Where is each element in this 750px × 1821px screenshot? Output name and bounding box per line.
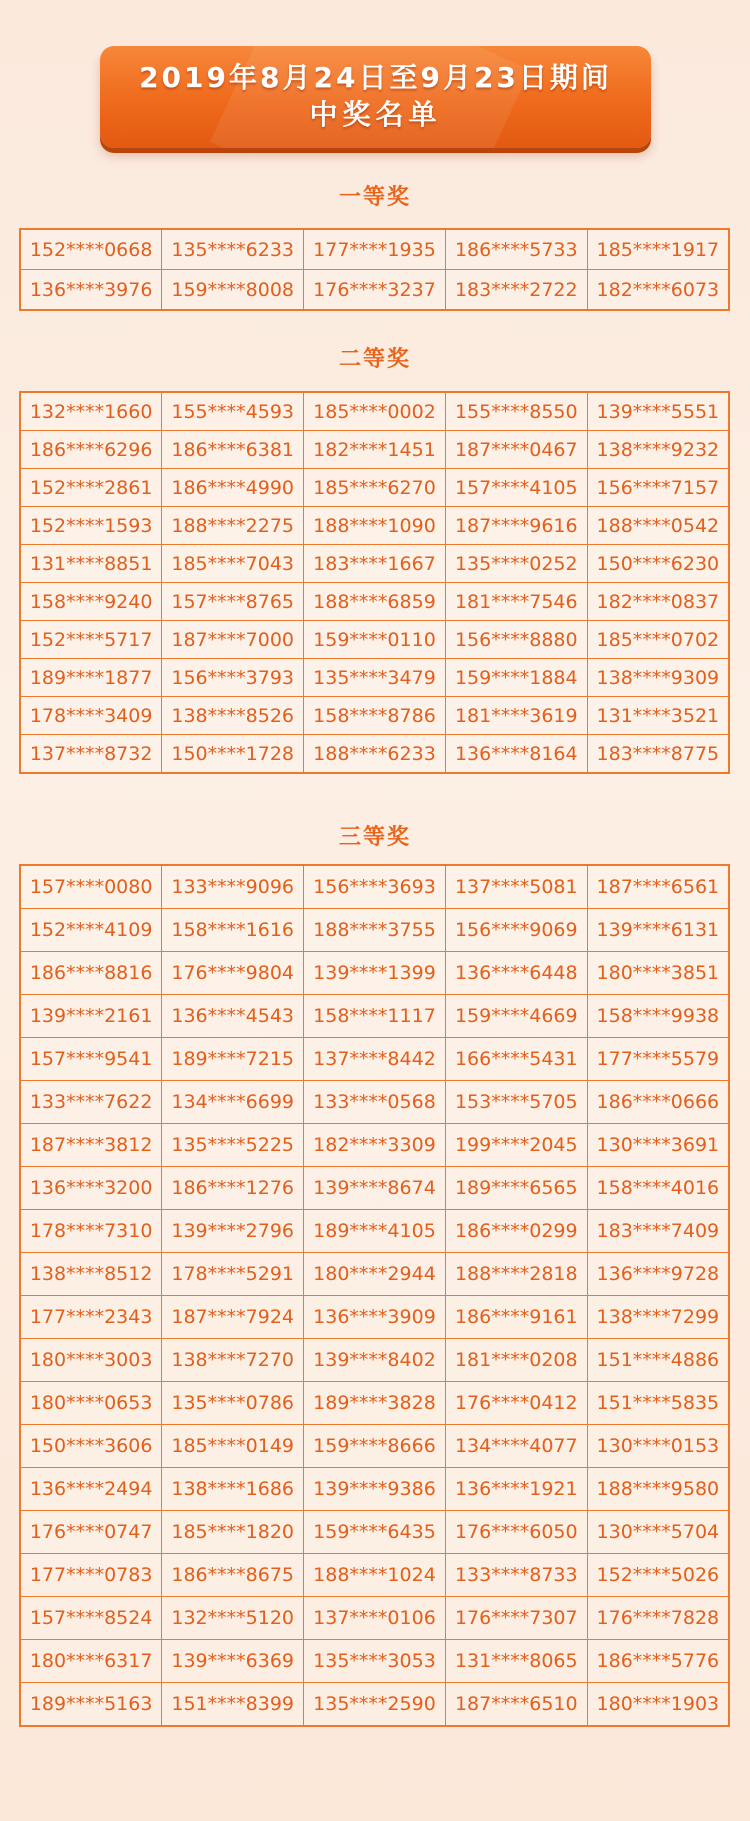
winner-phone-number: 151****8399 — [162, 1683, 304, 1727]
winner-phone-number: 151****4886 — [587, 1339, 729, 1382]
winner-phone-number: 135****2590 — [304, 1683, 446, 1727]
winner-phone-number: 188****1024 — [304, 1554, 446, 1597]
third-prize-title: 三等奖 — [338, 825, 411, 850]
winner-phone-number: 136****3976 — [20, 270, 162, 311]
winner-phone-number: 158****9938 — [587, 995, 729, 1038]
winner-phone-number: 132****5120 — [162, 1597, 304, 1640]
winner-phone-number: 131****8065 — [445, 1640, 587, 1683]
winner-phone-number: 136****3200 — [20, 1167, 162, 1210]
winner-phone-number: 136****8164 — [445, 735, 587, 774]
winner-phone-number: 183****2722 — [445, 270, 587, 311]
table-row — [20, 1339, 729, 1382]
winner-phone-number: 155****8550 — [445, 392, 587, 431]
winner-phone-number: 180****3003 — [20, 1339, 162, 1382]
table-row — [20, 1210, 729, 1253]
winner-phone-number: 185****1917 — [587, 229, 729, 270]
winner-phone-number: 136****3909 — [304, 1296, 446, 1339]
winner-phone-number: 187****6510 — [445, 1683, 587, 1727]
winner-phone-number: 152****5717 — [20, 621, 162, 659]
winner-phone-number: 139****8402 — [304, 1339, 446, 1382]
table-row — [20, 995, 729, 1038]
winner-phone-number: 138****9309 — [587, 659, 729, 697]
winner-phone-number: 189****5163 — [20, 1683, 162, 1727]
winner-phone-number: 137****5081 — [445, 865, 587, 909]
winner-phone-number: 176****3237 — [304, 270, 446, 311]
table-row — [20, 952, 729, 995]
winner-phone-number: 186****8675 — [162, 1554, 304, 1597]
table-row — [20, 659, 729, 697]
winner-phone-number: 188****1090 — [304, 507, 446, 545]
table-row — [20, 545, 729, 583]
winner-phone-number: 185****0002 — [304, 392, 446, 431]
winner-phone-number: 176****0747 — [20, 1511, 162, 1554]
winner-phone-number: 189****3828 — [304, 1382, 446, 1425]
winner-phone-number: 135****0786 — [162, 1382, 304, 1425]
table-row — [20, 507, 729, 545]
winner-phone-number: 139****9386 — [304, 1468, 446, 1511]
table-row — [20, 431, 729, 469]
winner-phone-number: 186****0299 — [445, 1210, 587, 1253]
winner-phone-number: 182****0837 — [587, 583, 729, 621]
winner-phone-number: 177****0783 — [20, 1554, 162, 1597]
winner-phone-number: 157****8765 — [162, 583, 304, 621]
winner-phone-number: 185****6270 — [304, 469, 446, 507]
winner-phone-number: 189****6565 — [445, 1167, 587, 1210]
winner-phone-number: 178****5291 — [162, 1253, 304, 1296]
winner-phone-number: 131****8851 — [20, 545, 162, 583]
table-row — [20, 1253, 729, 1296]
winner-phone-number: 137****8442 — [304, 1038, 446, 1081]
winner-phone-number: 159****6435 — [304, 1511, 446, 1554]
table-row — [20, 1382, 729, 1425]
table-row — [20, 1554, 729, 1597]
winner-phone-number: 188****0542 — [587, 507, 729, 545]
winner-phone-number: 159****0110 — [304, 621, 446, 659]
winner-phone-number: 181****0208 — [445, 1339, 587, 1382]
winner-phone-number: 183****1667 — [304, 545, 446, 583]
winner-phone-number: 180****6317 — [20, 1640, 162, 1683]
winner-phone-number: 188****9580 — [587, 1468, 729, 1511]
table-row — [20, 1296, 729, 1339]
winner-phone-number: 176****0412 — [445, 1382, 587, 1425]
winner-phone-number: 181****7546 — [445, 583, 587, 621]
winner-phone-number: 130****3691 — [587, 1124, 729, 1167]
winner-phone-number: 186****5776 — [587, 1640, 729, 1683]
winner-phone-number: 159****8008 — [162, 270, 304, 311]
banner-title-winners-list: 中奖名单 — [309, 98, 442, 131]
table-row — [20, 1683, 729, 1727]
winner-phone-number: 185****0149 — [162, 1425, 304, 1468]
winner-phone-number: 186****0666 — [587, 1081, 729, 1124]
winner-phone-number: 158****1616 — [162, 909, 304, 952]
winner-phone-number: 130****0153 — [587, 1425, 729, 1468]
winner-phone-number: 188****2818 — [445, 1253, 587, 1296]
winner-phone-number: 158****8786 — [304, 697, 446, 735]
winner-phone-number: 182****3309 — [304, 1124, 446, 1167]
winner-phone-number: 158****9240 — [20, 583, 162, 621]
winner-phone-number: 139****2796 — [162, 1210, 304, 1253]
winner-phone-number: 186****6381 — [162, 431, 304, 469]
winner-phone-number: 152****5026 — [587, 1554, 729, 1597]
winner-phone-number: 187****0467 — [445, 431, 587, 469]
winner-phone-number: 139****6131 — [587, 909, 729, 952]
winner-phone-number: 135****5225 — [162, 1124, 304, 1167]
winner-phone-number: 156****3793 — [162, 659, 304, 697]
winner-phone-number: 133****8733 — [445, 1554, 587, 1597]
second-prize-title: 二等奖 — [338, 347, 411, 372]
winner-phone-number: 177****1935 — [304, 229, 446, 270]
winner-phone-number: 176****9804 — [162, 952, 304, 995]
winner-phone-number: 151****5835 — [587, 1382, 729, 1425]
winner-phone-number: 136****9728 — [587, 1253, 729, 1296]
winner-phone-number: 131****3521 — [587, 697, 729, 735]
winner-phone-number: 139****2161 — [20, 995, 162, 1038]
winner-phone-number: 185****1820 — [162, 1511, 304, 1554]
winner-phone-number: 186****4990 — [162, 469, 304, 507]
winner-phone-number: 180****2944 — [304, 1253, 446, 1296]
winner-phone-number: 180****1903 — [587, 1683, 729, 1727]
winner-phone-number: 150****1728 — [162, 735, 304, 774]
winner-phone-number: 159****4669 — [445, 995, 587, 1038]
winner-phone-number: 180****3851 — [587, 952, 729, 995]
winner-phone-number: 133****0568 — [304, 1081, 446, 1124]
winner-phone-number: 156****9069 — [445, 909, 587, 952]
winner-phone-number: 137****8732 — [20, 735, 162, 774]
winner-phone-number: 183****7409 — [587, 1210, 729, 1253]
winner-phone-number: 187****9616 — [445, 507, 587, 545]
winner-phone-number: 135****3053 — [304, 1640, 446, 1683]
table-row — [20, 1167, 729, 1210]
table-row — [20, 270, 729, 311]
winner-phone-number: 186****5733 — [445, 229, 587, 270]
winner-phone-number: 156****8880 — [445, 621, 587, 659]
winner-phone-number: 180****0653 — [20, 1382, 162, 1425]
second-prize-table — [19, 391, 730, 774]
table-row — [20, 909, 729, 952]
winner-phone-number: 158****4016 — [587, 1167, 729, 1210]
winner-phone-number: 157****4105 — [445, 469, 587, 507]
winner-phone-number: 132****1660 — [20, 392, 162, 431]
winner-phone-number: 156****3693 — [304, 865, 446, 909]
winner-phone-number: 188****6859 — [304, 583, 446, 621]
table-row — [20, 1038, 729, 1081]
winner-phone-number: 155****4593 — [162, 392, 304, 431]
winner-phone-number: 139****8674 — [304, 1167, 446, 1210]
winner-phone-number: 183****8775 — [587, 735, 729, 774]
winner-phone-number: 152****4109 — [20, 909, 162, 952]
winner-phone-number: 136****1921 — [445, 1468, 587, 1511]
winner-phone-number: 130****5704 — [587, 1511, 729, 1554]
winner-phone-number: 177****2343 — [20, 1296, 162, 1339]
header-banner — [100, 46, 651, 148]
winner-phone-number: 166****5431 — [445, 1038, 587, 1081]
winner-phone-number: 139****1399 — [304, 952, 446, 995]
table-row — [20, 1081, 729, 1124]
winner-phone-number: 136****6448 — [445, 952, 587, 995]
winner-phone-number: 187****7924 — [162, 1296, 304, 1339]
table-row — [20, 1425, 729, 1468]
winner-phone-number: 136****4543 — [162, 995, 304, 1038]
winner-phone-number: 137****0106 — [304, 1597, 446, 1640]
winner-phone-number: 186****6296 — [20, 431, 162, 469]
winner-phone-number: 187****7000 — [162, 621, 304, 659]
winner-phone-number: 153****5705 — [445, 1081, 587, 1124]
winner-phone-number: 134****6699 — [162, 1081, 304, 1124]
third-prize-table — [19, 864, 730, 1727]
winner-phone-number: 133****9096 — [162, 865, 304, 909]
table-row — [20, 469, 729, 507]
winner-phone-number: 178****7310 — [20, 1210, 162, 1253]
table-row — [20, 1468, 729, 1511]
first-prize-title: 一等奖 — [338, 185, 411, 210]
winner-phone-number: 188****6233 — [304, 735, 446, 774]
winner-phone-number: 176****6050 — [445, 1511, 587, 1554]
table-row — [20, 1597, 729, 1640]
winner-phone-number: 186****1276 — [162, 1167, 304, 1210]
table-row — [20, 392, 729, 431]
winner-phone-number: 187****6561 — [587, 865, 729, 909]
winner-phone-number: 136****2494 — [20, 1468, 162, 1511]
winner-phone-number: 159****1884 — [445, 659, 587, 697]
winner-phone-number: 135****6233 — [162, 229, 304, 270]
winner-phone-number: 139****6369 — [162, 1640, 304, 1683]
winner-phone-number: 157****0080 — [20, 865, 162, 909]
table-row — [20, 697, 729, 735]
table-row — [20, 583, 729, 621]
winner-phone-number: 189****4105 — [304, 1210, 446, 1253]
table-row — [20, 229, 729, 270]
winner-phone-number: 152****1593 — [20, 507, 162, 545]
winner-phone-number: 135****3479 — [304, 659, 446, 697]
table-row — [20, 1640, 729, 1683]
winner-phone-number: 159****8666 — [304, 1425, 446, 1468]
winner-phone-number: 156****7157 — [587, 469, 729, 507]
winner-phone-number: 158****1117 — [304, 995, 446, 1038]
winner-phone-number: 188****3755 — [304, 909, 446, 952]
winner-phone-number: 176****7828 — [587, 1597, 729, 1640]
first-prize-table — [19, 228, 730, 311]
winner-phone-number: 138****8512 — [20, 1253, 162, 1296]
winner-phone-number: 182****1451 — [304, 431, 446, 469]
winner-phone-number: 177****5579 — [587, 1038, 729, 1081]
winner-phone-number: 152****2861 — [20, 469, 162, 507]
winner-phone-number: 157****8524 — [20, 1597, 162, 1640]
winner-phone-number: 139****5551 — [587, 392, 729, 431]
winner-phone-number: 138****8526 — [162, 697, 304, 735]
table-row — [20, 1511, 729, 1554]
winner-phone-number: 185****0702 — [587, 621, 729, 659]
winner-phone-number: 187****3812 — [20, 1124, 162, 1167]
table-row — [20, 621, 729, 659]
winner-phone-number: 138****7299 — [587, 1296, 729, 1339]
winner-phone-number: 133****7622 — [20, 1081, 162, 1124]
winner-phone-number: 152****0668 — [20, 229, 162, 270]
table-row — [20, 865, 729, 909]
table-row — [20, 1124, 729, 1167]
winner-phone-number: 189****1877 — [20, 659, 162, 697]
winner-phone-number: 138****7270 — [162, 1339, 304, 1382]
winner-phone-number: 150****6230 — [587, 545, 729, 583]
banner-title-date-range: 2019年8月24日至9月23日期间 — [139, 61, 612, 94]
winner-phone-number: 138****1686 — [162, 1468, 304, 1511]
winner-phone-number: 150****3606 — [20, 1425, 162, 1468]
winner-phone-number: 189****7215 — [162, 1038, 304, 1081]
winner-phone-number: 157****9541 — [20, 1038, 162, 1081]
winner-phone-number: 186****9161 — [445, 1296, 587, 1339]
winner-phone-number: 185****7043 — [162, 545, 304, 583]
winner-phone-number: 178****3409 — [20, 697, 162, 735]
winner-phone-number: 182****6073 — [587, 270, 729, 311]
winner-phone-number: 176****7307 — [445, 1597, 587, 1640]
winner-phone-number: 138****9232 — [587, 431, 729, 469]
winner-phone-number: 186****8816 — [20, 952, 162, 995]
winner-phone-number: 135****0252 — [445, 545, 587, 583]
winner-phone-number: 188****2275 — [162, 507, 304, 545]
winner-phone-number: 134****4077 — [445, 1425, 587, 1468]
winner-phone-number: 181****3619 — [445, 697, 587, 735]
table-row — [20, 735, 729, 774]
winner-phone-number: 199****2045 — [445, 1124, 587, 1167]
